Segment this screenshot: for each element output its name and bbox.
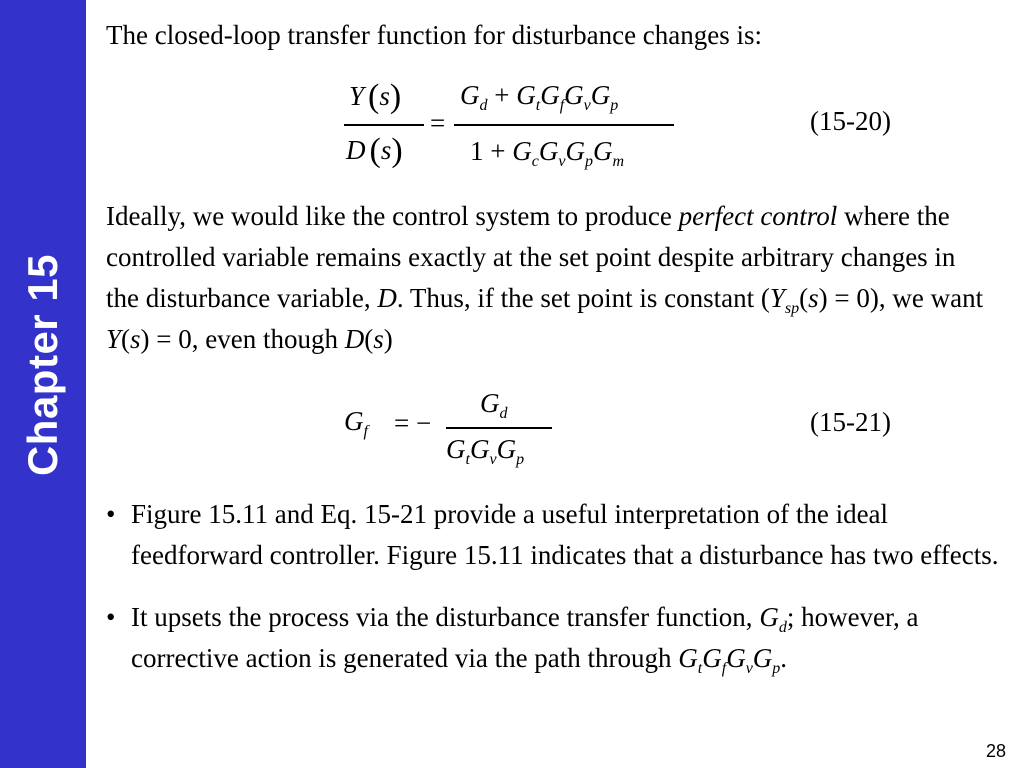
eq1-lhs-numerator: Y (s)	[349, 78, 402, 115]
term-base: G	[564, 80, 584, 110]
term-base: G	[702, 643, 722, 673]
eq2-lhs: $G_f$	[344, 406, 368, 440]
term-subscript: m	[612, 153, 625, 170]
term-subscript: f	[721, 660, 727, 677]
eq2-numerator: $G_d$	[480, 388, 508, 422]
term-subscript: v	[583, 97, 591, 114]
term-subscript: t	[535, 97, 541, 114]
eq1-rhs-numerator	[460, 80, 619, 114]
bullet-marker: •	[106, 499, 116, 529]
term-subscript: p	[610, 97, 619, 114]
term-subscript: p	[772, 660, 781, 677]
term-subscript: v	[745, 660, 753, 677]
eq1-rhs-fraction-line	[454, 124, 674, 126]
bullet-item: • It upsets the process via the disturbance transfer function, $G_d$; however, a corrective action is generated via the path through $G_tG_fG_vG_p$.	[106, 597, 1016, 679]
eq2-fraction-line	[446, 427, 552, 429]
operator: +	[483, 136, 513, 166]
term-subscript: d	[479, 97, 488, 114]
term-base: G	[516, 80, 536, 110]
term-base: G	[446, 434, 466, 464]
term-base: G	[565, 136, 585, 166]
term-subscript: f	[559, 97, 565, 114]
term-subscript: c	[531, 153, 539, 170]
equation-15-21	[344, 388, 584, 483]
bullet-item: • Figure 15.11 and Eq. 15-21 provide a useful interpretation of the ideal feedforward controller. Figure 15.11 indicates that a disturbance has two effects.	[106, 494, 1016, 576]
term-base: G	[469, 434, 490, 464]
equation-number-15-21: (15-21)	[810, 407, 891, 437]
numeral: 1	[470, 136, 484, 166]
eq1-equals: =	[430, 108, 446, 138]
term-base: G	[592, 136, 613, 166]
term-subscript: p	[516, 451, 525, 468]
term-base: G	[726, 643, 746, 673]
term-base: G	[752, 643, 773, 673]
perfect-control-paragraph: Ideally, we would like the control system to produce perfect control where the controlled variable remains exactly at the set point despite arbitrary changes in the disturbance variable, D. Thus, if the set point is constant $(Y_{sp}(s) = 0)$, we want Y(s) = 0, even though D(s)	[106, 201, 984, 354]
eq2-equals-minus: = −	[394, 408, 432, 438]
sidebar	[0, 0, 86, 768]
term-base: G	[538, 136, 559, 166]
eq1-rhs-denominator	[470, 136, 625, 170]
chapter-label: Chapter 15	[19, 253, 66, 477]
eq2-denominator	[446, 434, 525, 468]
operator: +	[487, 80, 517, 110]
term-base: G	[496, 434, 517, 464]
page-number: 28	[985, 741, 1006, 761]
term-base: G	[540, 80, 560, 110]
term-base: G	[460, 80, 480, 110]
term-subscript: p	[584, 153, 593, 170]
term-base: G	[512, 136, 532, 166]
eq1-lhs-denominator: D (s)	[346, 132, 403, 169]
bullet-list	[106, 494, 1016, 700]
intro-text: The closed-loop transfer function for disturbance changes is:	[106, 20, 763, 50]
term-base: G	[678, 643, 698, 673]
bullet-marker: •	[106, 602, 116, 632]
term-subscript: t	[697, 660, 703, 677]
term-subscript: t	[465, 451, 470, 468]
equation-number-15-20: (15-20)	[810, 106, 891, 136]
term-base: G	[590, 80, 611, 110]
term-subscript: v	[558, 153, 566, 170]
bullet-path-expression	[678, 643, 781, 677]
term-subscript: v	[489, 451, 497, 468]
equation-15-20	[344, 76, 684, 186]
eq1-lhs-fraction-line	[344, 124, 424, 126]
